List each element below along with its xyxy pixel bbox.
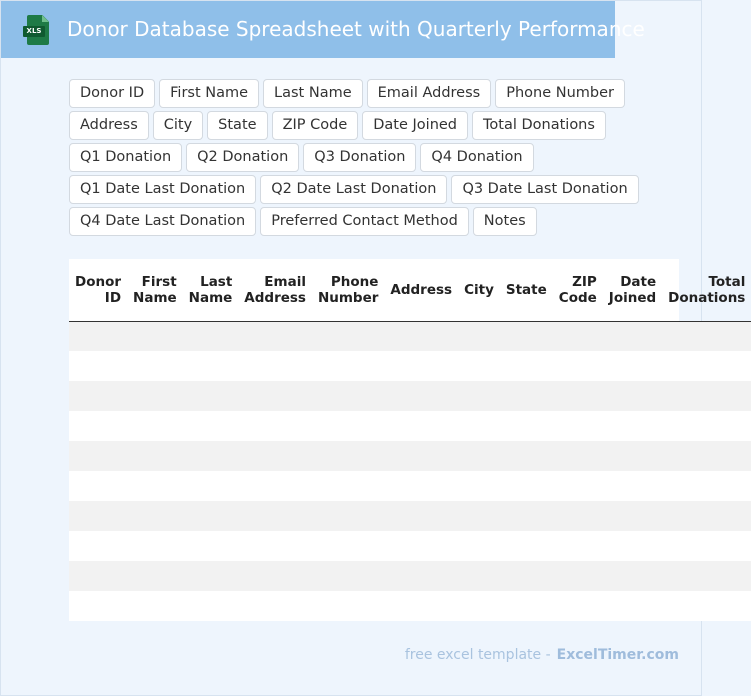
table-cell[interactable]	[603, 531, 662, 561]
table-cell[interactable]	[127, 321, 183, 351]
table-cell[interactable]	[69, 531, 127, 561]
table-cell[interactable]	[127, 441, 183, 471]
table-cell[interactable]	[384, 441, 458, 471]
table-cell[interactable]	[183, 501, 239, 531]
table-cell[interactable]	[458, 411, 500, 441]
field-chip: ZIP Code	[272, 111, 359, 140]
page-title: Donor Database Spreadsheet with Quarterly Performance	[67, 17, 645, 41]
table-row	[69, 351, 751, 381]
table-row	[69, 591, 751, 621]
table-cell[interactable]	[500, 501, 553, 531]
spreadsheet-table-container[interactable]	[69, 259, 746, 621]
field-chip: Donor ID	[69, 79, 155, 108]
table-cell[interactable]	[384, 411, 458, 441]
table-cell[interactable]	[458, 351, 500, 381]
table-cell[interactable]	[500, 351, 553, 381]
table-cell[interactable]	[69, 381, 127, 411]
table-cell[interactable]	[458, 441, 500, 471]
field-chip: Q3 Date Last Donation	[451, 175, 638, 204]
field-chip: Preferred Contact Method	[260, 207, 469, 236]
table-cell[interactable]	[127, 561, 183, 591]
column-header[interactable]: Phone Number	[312, 259, 384, 321]
table-cell[interactable]	[127, 411, 183, 441]
column-header[interactable]: First Name	[127, 259, 183, 321]
table-cell[interactable]	[384, 591, 458, 621]
table-cell[interactable]	[183, 561, 239, 591]
footer-credit	[405, 647, 679, 663]
table-cell[interactable]	[183, 591, 239, 621]
table-cell[interactable]	[69, 561, 127, 591]
table-cell[interactable]	[458, 501, 500, 531]
table-cell[interactable]	[662, 411, 751, 441]
column-header[interactable]: State	[500, 259, 553, 321]
table-cell[interactable]	[127, 351, 183, 381]
table-row	[69, 501, 751, 531]
table-cell[interactable]	[662, 531, 751, 561]
table-cell[interactable]	[127, 381, 183, 411]
table-cell[interactable]	[238, 411, 312, 441]
table-cell[interactable]	[183, 411, 239, 441]
field-list	[69, 79, 679, 236]
table-cell[interactable]	[312, 501, 384, 531]
table-row	[69, 531, 751, 561]
table-cell[interactable]	[662, 591, 751, 621]
table-cell[interactable]	[384, 321, 458, 351]
table-cell[interactable]	[603, 471, 662, 501]
field-chip: Q4 Date Last Donation	[69, 207, 256, 236]
table-cell[interactable]	[662, 441, 751, 471]
field-chip: Q2 Donation	[186, 143, 299, 172]
table-cell[interactable]	[662, 321, 751, 351]
table-cell[interactable]	[603, 321, 662, 351]
table-cell[interactable]	[183, 321, 239, 351]
table-cell[interactable]	[603, 351, 662, 381]
table-cell[interactable]	[603, 501, 662, 531]
footer-text: free excel template -	[404, 647, 551, 663]
table-cell[interactable]	[238, 441, 312, 471]
table-cell[interactable]	[553, 411, 603, 441]
title-banner	[1, 1, 645, 58]
table-cell[interactable]	[127, 471, 183, 501]
field-chip: City	[153, 111, 203, 140]
table-cell[interactable]	[603, 441, 662, 471]
table-cell[interactable]	[127, 531, 183, 561]
field-chip: Q4 Donation	[420, 143, 533, 172]
table-cell[interactable]	[127, 591, 183, 621]
table-cell[interactable]	[553, 441, 603, 471]
table-cell[interactable]	[603, 561, 662, 591]
field-chip: Total Donations	[472, 111, 606, 140]
table-cell[interactable]	[553, 351, 603, 381]
table-cell[interactable]	[384, 471, 458, 501]
table-cell[interactable]	[553, 381, 603, 411]
table-cell[interactable]	[312, 351, 384, 381]
table-cell[interactable]	[553, 501, 603, 531]
table-cell[interactable]	[458, 591, 500, 621]
table-cell[interactable]	[662, 501, 751, 531]
table-cell[interactable]	[553, 471, 603, 501]
table-cell[interactable]	[662, 471, 751, 501]
table-cell[interactable]	[458, 381, 500, 411]
table-row	[69, 441, 751, 471]
table-cell[interactable]	[662, 351, 751, 381]
xls-icon-label: XLS	[23, 26, 45, 37]
table-cell[interactable]	[384, 531, 458, 561]
table-cell[interactable]	[238, 321, 312, 351]
field-chip: Last Name	[263, 79, 363, 108]
table-cell[interactable]	[603, 411, 662, 441]
table-cell[interactable]	[238, 381, 312, 411]
table-cell[interactable]	[500, 591, 553, 621]
table-cell[interactable]	[183, 381, 239, 411]
table-cell[interactable]	[500, 381, 553, 411]
table-cell[interactable]	[500, 321, 553, 351]
table-cell[interactable]	[384, 561, 458, 591]
table-row	[69, 561, 751, 591]
table-cell[interactable]	[238, 561, 312, 591]
field-chip: Q1 Donation	[69, 143, 182, 172]
table-cell[interactable]	[238, 471, 312, 501]
field-chip: State	[207, 111, 267, 140]
column-header[interactable]: Last Name	[183, 259, 239, 321]
table-cell[interactable]	[238, 531, 312, 561]
field-chip: Q1 Date Last Donation	[69, 175, 256, 204]
table-cell[interactable]	[238, 591, 312, 621]
table-cell[interactable]	[553, 591, 603, 621]
field-chip: Phone Number	[495, 79, 625, 108]
table-header-row	[69, 259, 751, 321]
table-cell[interactable]	[553, 321, 603, 351]
table-row	[69, 321, 751, 351]
spreadsheet-table	[69, 259, 751, 621]
footer-brand-link[interactable]: ExcelTimer.com	[556, 647, 679, 663]
table-row	[69, 471, 751, 501]
table-cell[interactable]	[500, 531, 553, 561]
table-body	[69, 321, 751, 621]
column-header[interactable]: Address	[384, 259, 458, 321]
column-header[interactable]: ZIP Code	[553, 259, 603, 321]
table-cell[interactable]	[384, 381, 458, 411]
field-chip: Date Joined	[362, 111, 468, 140]
table-cell[interactable]	[312, 411, 384, 441]
field-chip: Email Address	[367, 79, 492, 108]
table-cell[interactable]	[662, 561, 751, 591]
column-header[interactable]: Total Donations	[662, 259, 751, 321]
table-cell[interactable]	[500, 471, 553, 501]
column-header[interactable]: Email Address	[238, 259, 312, 321]
table-cell[interactable]	[183, 441, 239, 471]
table-cell[interactable]	[312, 591, 384, 621]
table-cell[interactable]	[500, 561, 553, 591]
table-row	[69, 381, 751, 411]
table-row	[69, 411, 751, 441]
table-cell[interactable]	[553, 561, 603, 591]
table-cell[interactable]	[312, 531, 384, 561]
table-cell[interactable]	[69, 501, 127, 531]
table-cell[interactable]	[69, 471, 127, 501]
column-header[interactable]: Donor ID	[69, 259, 127, 321]
field-chip: Q2 Date Last Donation	[260, 175, 447, 204]
table-cell[interactable]	[312, 471, 384, 501]
table-cell[interactable]	[458, 471, 500, 501]
table-cell[interactable]	[183, 471, 239, 501]
table-cell[interactable]	[384, 501, 458, 531]
table-cell[interactable]	[69, 441, 127, 471]
table-cell[interactable]	[662, 381, 751, 411]
table-cell[interactable]	[183, 531, 239, 561]
table-cell[interactable]	[458, 321, 500, 351]
column-header[interactable]: Date Joined	[603, 259, 662, 321]
table-cell[interactable]	[500, 441, 553, 471]
field-chip: Address	[69, 111, 149, 140]
column-header[interactable]: City	[458, 259, 500, 321]
table-cell[interactable]	[69, 321, 127, 351]
table-cell[interactable]	[127, 501, 183, 531]
table-cell[interactable]	[312, 561, 384, 591]
table-cell[interactable]	[69, 411, 127, 441]
table-cell[interactable]	[603, 591, 662, 621]
table-cell[interactable]	[69, 351, 127, 381]
table-cell[interactable]	[458, 561, 500, 591]
table-cell[interactable]	[500, 411, 553, 441]
table-cell[interactable]	[553, 531, 603, 561]
table-cell[interactable]	[312, 321, 384, 351]
table-cell[interactable]	[312, 381, 384, 411]
table-cell[interactable]	[458, 531, 500, 561]
field-chip: Notes	[473, 207, 537, 236]
table-cell[interactable]	[312, 441, 384, 471]
table-cell[interactable]	[238, 501, 312, 531]
table-cell[interactable]	[183, 351, 239, 381]
table-cell[interactable]	[69, 591, 127, 621]
table-cell[interactable]	[603, 381, 662, 411]
field-chip: First Name	[159, 79, 259, 108]
xls-file-icon	[23, 15, 51, 45]
table-cell[interactable]	[238, 351, 312, 381]
table-cell[interactable]	[384, 351, 458, 381]
field-chip: Q3 Donation	[303, 143, 416, 172]
